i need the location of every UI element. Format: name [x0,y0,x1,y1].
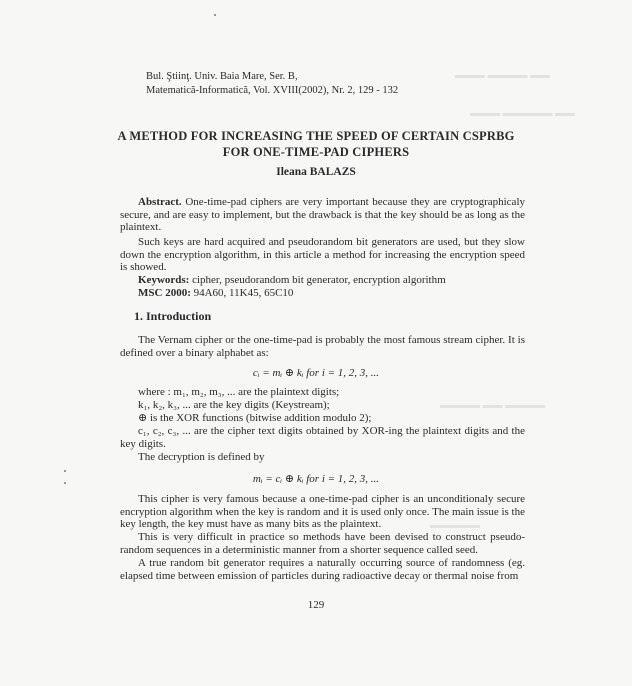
abstract-paragraph-1 [120,196,525,234]
author-name: Ileana BALAZS [276,166,356,178]
bleed-through-text: ▬▬▬▬ ▬▬ ▬▬▬▬ [440,400,545,411]
section-heading-introduction: 1. Introduction [134,309,212,323]
keywords-text: cipher, pseudorandom bit generator, encryption algorithm [192,274,446,286]
abstract-text-1: One-time-pad ciphers are very important because they are cryptographicaly secure, and are easy to implement, but the drawback is that the key should be as long as the plaintext. [120,196,526,234]
msc-text: 94A60, 11K45, 65C10 [193,287,294,299]
journal-header-line2: Matematică-Informatică, Vol. XVIII(2002), Nr. 2, 129 - 132 [146,85,399,96]
paper-title [0,128,632,160]
bleed-through-text: ▬▬▬ ▬▬▬▬ ▬▬ [455,70,550,81]
paper-title-line1: A METHOD FOR INCREASING THE SPEED OF CERTAIN CSPRBG [117,129,515,143]
keywords-label: Keywords: [138,274,190,286]
decryption-intro: The decryption is defined by [138,451,265,463]
scan-speck [214,14,216,16]
where-line-4: c₁, c₂, c₃, ... are the cipher text digits obtained by XOR-ing the plaintext digits and the key digits. [120,425,525,450]
where-line-3: ⊕ is the XOR functions (bitwise addition modulo 2); [138,412,372,424]
msc-label: MSC 2000: [138,287,191,299]
page-number: 129 [307,599,325,611]
decryption-formula: mᵢ = cᵢ ⊕ kᵢ for i = 1, 2, 3, ... [252,473,380,485]
bleed-through-text: ▬▬▬▬▬ [430,520,480,531]
journal-header-line1: Bul. Ştiinţ. Univ. Baia Mare, Ser. B, [146,71,298,82]
where-line-2: k₁, k₂, k₃, ... are the key digits (Keystream); [138,399,330,411]
encryption-formula: cᵢ = mᵢ ⊕ kᵢ for i = 1, 2, 3, ... [252,367,380,379]
intro-paragraph-1: The Vernam cipher or the one-time-pad is probably the most famous stream cipher. It is defined over a binary alphabet as: [120,334,525,359]
msc-line [138,287,293,300]
abstract-label: Abstract. [138,196,182,208]
bleed-through-text: ▬▬▬ ▬▬▬▬▬ ▬▬ [470,108,575,119]
journal-header [146,70,398,98]
intro-paragraph-4: A true random bit generator requires a naturally occurring source of randomness (eg. elapsed time between emission of particles during radioactive decay or thermal noise from [120,557,525,582]
abstract-paragraph-2: Such keys are hard acquired and pseudorandom bit generators are used, but they slow down the encryption algorithm, in this article a method for increasing the encryption speed is showed. [120,236,525,274]
keywords-line [138,274,446,287]
intro-paragraph-3: This is very difficult in practice so methods have been devised to construct pseudo-random sequences in a deterministic manner from a shorter sequence called seed. [120,531,525,556]
intro-paragraph-2: This cipher is very famous because a one-time-pad cipher is an unconditionaly secure encryption algorithm when the key is random and it is used only once. The main issue is the key length, the key must have as many bits as the plaintext. [120,493,525,531]
where-line-1: where : m₁, m₂, m₃, ... are the plaintext digits; [138,386,340,398]
paper-title-line2: FOR ONE-TIME-PAD CIPHERS [222,145,410,159]
